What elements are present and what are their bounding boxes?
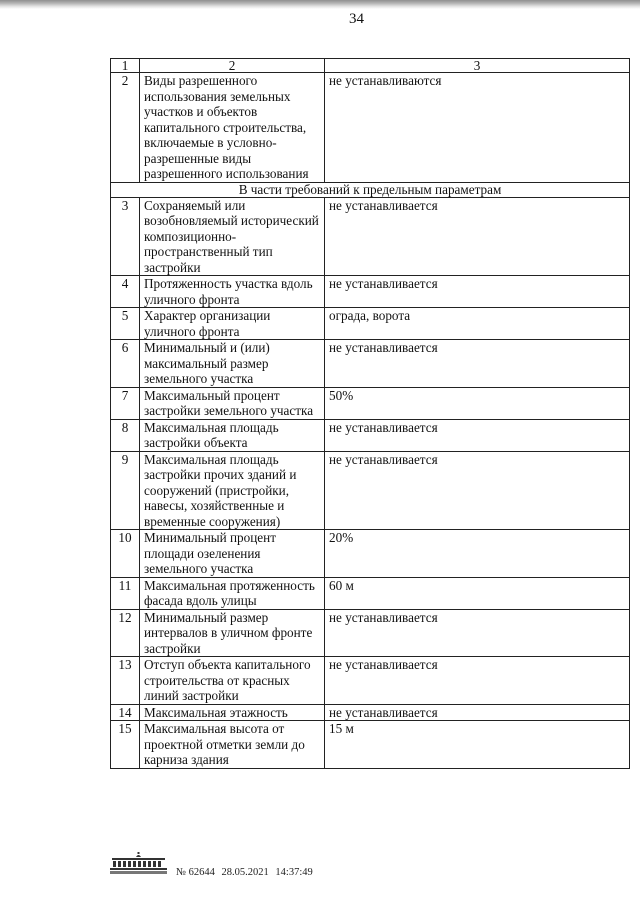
document-footer [110, 852, 370, 882]
section-title: В части требований к предельным параметрам [111, 182, 630, 197]
parameter-value: 15 м [325, 721, 630, 769]
row-number: 2 [111, 73, 140, 183]
table-row [111, 197, 630, 276]
table-row [111, 451, 630, 530]
row-number: 11 [111, 577, 140, 609]
parameter-name: Максимальная высота от проектной отметки земли до карниза здания [140, 721, 325, 769]
column-header-3: 3 [325, 59, 630, 73]
registration-date: 28.05.2021 [221, 867, 269, 878]
registration-stamp [176, 867, 317, 878]
table-header-row [111, 59, 630, 73]
parameter-name: Протяженность участка вдоль уличного фронта [140, 276, 325, 308]
column-header-2: 2 [140, 59, 325, 73]
parameter-value: 20% [325, 530, 630, 578]
parameter-name: Максимальная площадь застройки прочих зданий и сооружений (пристройки, навесы, хозяйственные и временные сооружения) [140, 451, 325, 530]
scan-shadow-edge [0, 0, 640, 9]
parameter-value: не устанавливаются [325, 73, 630, 183]
parameter-name: Минимальный размер интервалов в уличном фронте застройки [140, 609, 325, 657]
parameter-name: Максимальный процент застройки земельного участка [140, 387, 325, 419]
parameter-value: 60 м [325, 577, 630, 609]
row-number: 5 [111, 308, 140, 340]
parameter-value: не устанавливается [325, 657, 630, 705]
table-row [111, 73, 630, 183]
table-row [111, 704, 630, 721]
section-row [111, 182, 630, 197]
registration-time: 14:37:49 [275, 867, 313, 878]
building-logo-icon [110, 852, 167, 874]
table-row [111, 419, 630, 451]
row-number: 7 [111, 387, 140, 419]
parameter-value: ограда, ворота [325, 308, 630, 340]
parameter-value: не устанавливается [325, 419, 630, 451]
parameter-name: Минимальный и (или) максимальный размер земельного участка [140, 340, 325, 388]
parameter-name: Отступ объекта капитального строительства от красных линий застройки [140, 657, 325, 705]
row-number: 8 [111, 419, 140, 451]
table-row [111, 657, 630, 705]
parameter-value: не устанавливается [325, 340, 630, 388]
parameter-value: не устанавливается [325, 609, 630, 657]
parameter-value: не устанавливается [325, 704, 630, 721]
parameter-value: не устанавливается [325, 451, 630, 530]
row-number: 6 [111, 340, 140, 388]
table-row [111, 530, 630, 578]
registration-number: № 62644 [176, 867, 215, 878]
row-number: 9 [111, 451, 140, 530]
parameter-name: Максимальная протяженность фасада вдоль улицы [140, 577, 325, 609]
row-number: 15 [111, 721, 140, 769]
row-number: 14 [111, 704, 140, 721]
parameter-value: 50% [325, 387, 630, 419]
table-row [111, 340, 630, 388]
parameter-name: Сохраняемый или возобновляемый исторический композиционно-пространственный тип застройки [140, 197, 325, 276]
parameter-name: Максимальная площадь застройки объекта [140, 419, 325, 451]
parameter-name: Максимальная этажность [140, 704, 325, 721]
row-number: 12 [111, 609, 140, 657]
parameter-value: не устанавливается [325, 197, 630, 276]
regulations-table [110, 58, 630, 769]
row-number: 13 [111, 657, 140, 705]
table-row [111, 387, 630, 419]
table-row [111, 276, 630, 308]
page-number: 34 [349, 11, 364, 27]
table-row [111, 609, 630, 657]
parameter-name: Виды разрешенного использования земельных участков и объектов капитального строительства, включаемые в условно-разрешенные виды разрешенного использования [140, 73, 325, 183]
table-row [111, 577, 630, 609]
parameter-value: не устанавливается [325, 276, 630, 308]
parameter-name: Характер организации уличного фронта [140, 308, 325, 340]
row-number: 10 [111, 530, 140, 578]
table-row [111, 308, 630, 340]
column-header-1: 1 [111, 59, 140, 73]
table-row [111, 721, 630, 769]
row-number: 3 [111, 197, 140, 276]
row-number: 4 [111, 276, 140, 308]
parameter-name: Минимальный процент площади озеленения земельного участка [140, 530, 325, 578]
